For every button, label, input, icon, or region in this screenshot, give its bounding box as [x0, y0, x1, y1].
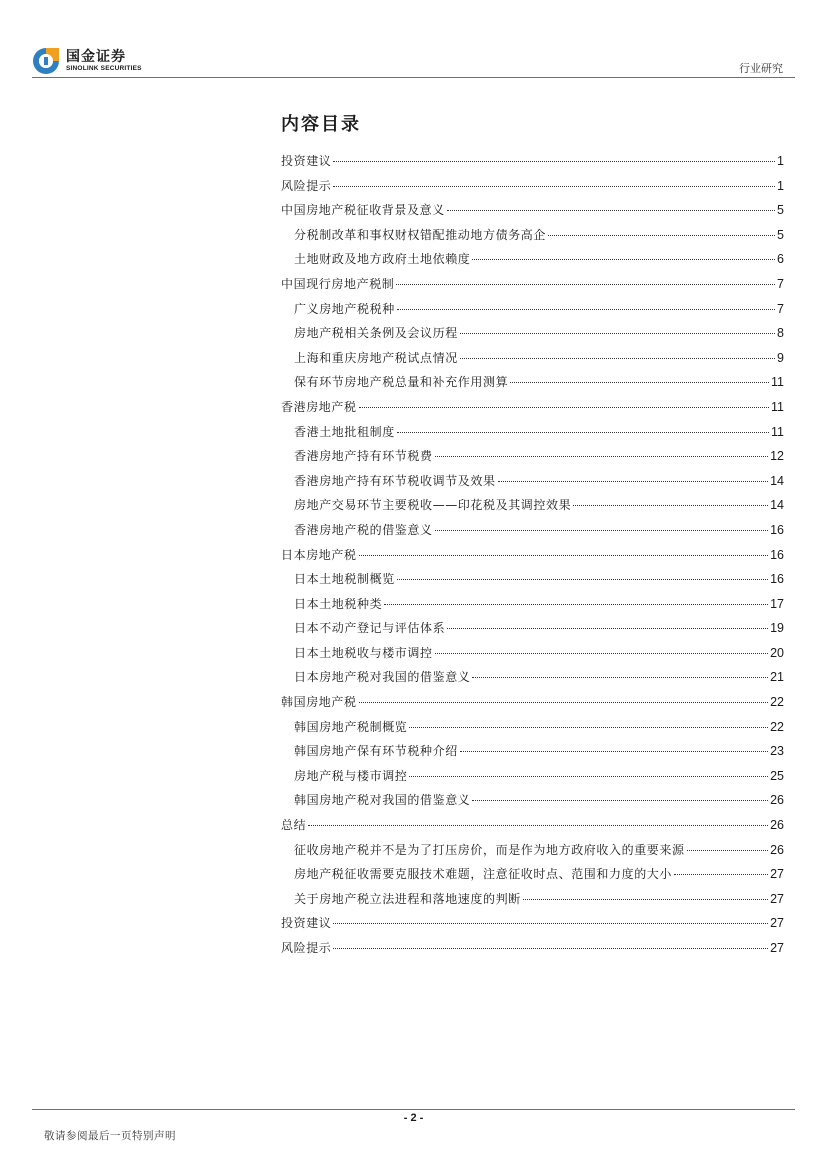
toc-entry[interactable]	[281, 177, 784, 202]
toc-dot-leader	[687, 850, 768, 851]
toc-entry[interactable]	[281, 816, 784, 841]
toc-dot-leader	[472, 677, 768, 678]
toc-dot-leader	[333, 923, 768, 924]
toc-entry[interactable]	[281, 201, 784, 226]
toc-entry-page: 21	[770, 670, 784, 685]
toc-dot-leader	[447, 628, 768, 629]
toc-entry-page: 9	[777, 350, 784, 365]
toc-entry-title: 香港房地产税	[281, 399, 357, 414]
toc-dot-leader	[359, 407, 769, 408]
toc-dot-leader	[548, 235, 775, 236]
footer-divider	[32, 1109, 795, 1110]
toc-entry-title: 上海和重庆房地产税试点情况	[294, 350, 458, 365]
toc-entry-title: 总结	[281, 818, 307, 833]
toc-title: 内容目录	[281, 114, 361, 135]
toc-entry[interactable]	[281, 398, 784, 423]
toc-entry-page: 27	[770, 891, 784, 906]
toc-entry[interactable]	[281, 742, 784, 767]
toc-entry-page: 16	[770, 572, 784, 587]
toc-entry[interactable]	[281, 841, 784, 866]
toc-entry-title: 香港房地产持有环节税收调节及效果	[294, 473, 496, 488]
toc-entry[interactable]	[281, 865, 784, 890]
toc-entry-title: 风险提示	[281, 178, 332, 193]
toc-entry-title: 投资建议	[281, 916, 332, 931]
toc-entry-title: 韩国房地产税	[281, 695, 357, 710]
toc-entry[interactable]	[281, 718, 784, 743]
toc-dot-leader	[472, 800, 768, 801]
toc-entry-title: 韩国房地产税对我国的借鉴意义	[294, 793, 471, 808]
toc-entry[interactable]	[281, 570, 784, 595]
toc-entry-page: 23	[770, 744, 784, 759]
report-category: 行业研究	[739, 62, 783, 75]
footer-disclaimer: 敬请参阅最后一页特别声明	[44, 1130, 176, 1142]
toc-entry-page: 16	[770, 547, 784, 562]
toc-entry-title: 征收房地产税并不是为了打压房价，而是作为地方政府收入的重要来源	[294, 842, 685, 857]
toc-entry[interactable]	[281, 546, 784, 571]
toc-dot-leader	[460, 333, 775, 334]
toc-entry-page: 27	[770, 916, 784, 931]
toc-entry-title: 韩国房地产税制概览	[294, 719, 408, 734]
toc-entry-page: 7	[777, 301, 784, 316]
toc-entry[interactable]	[281, 226, 784, 251]
toc-entry[interactable]	[281, 250, 784, 275]
toc-entry-page: 26	[770, 793, 784, 808]
toc-entry-title: 中国房地产税征收背景及意义	[281, 203, 445, 218]
toc-dot-leader	[447, 210, 775, 211]
toc-dot-leader	[523, 899, 768, 900]
toc-dot-leader	[396, 284, 775, 285]
toc-entry[interactable]	[281, 324, 784, 349]
toc-entry-title: 日本房地产税对我国的借鉴意义	[294, 670, 471, 685]
toc-entry[interactable]	[281, 496, 784, 521]
toc-entry[interactable]	[281, 914, 784, 939]
toc-entry-page: 6	[777, 252, 784, 267]
toc-entry-page: 17	[770, 596, 784, 611]
toc-entry-title: 广义房地产税税种	[294, 301, 395, 316]
toc-entry-page: 14	[770, 473, 784, 488]
toc-entry[interactable]	[281, 423, 784, 448]
toc-entry-page: 27	[770, 941, 784, 955]
toc-dot-leader	[573, 505, 768, 506]
toc-dot-leader	[435, 653, 768, 654]
toc-entry-page: 20	[770, 645, 784, 660]
sinolink-logo-icon	[32, 47, 60, 75]
toc-entry-page: 5	[777, 227, 784, 242]
toc-dot-leader	[397, 579, 768, 580]
toc-entry-title: 香港土地批租制度	[294, 424, 395, 439]
toc-entry-page: 16	[770, 522, 784, 537]
toc-entry[interactable]	[281, 644, 784, 669]
toc-entry-title: 香港房地产持有环节税费	[294, 449, 433, 464]
toc-entry-page: 22	[770, 695, 784, 710]
toc-entry-title: 日本土地税收与楼市调控	[294, 645, 433, 660]
toc-entry[interactable]	[281, 152, 784, 177]
toc-entry-page: 8	[777, 326, 784, 341]
page-header	[0, 0, 827, 80]
toc-entry-page: 12	[770, 449, 784, 464]
toc-entry[interactable]	[281, 349, 784, 374]
toc-entry-title: 投资建议	[281, 154, 332, 168]
toc-entry[interactable]	[281, 447, 784, 472]
toc-dot-leader	[359, 702, 768, 703]
toc-entry[interactable]	[281, 521, 784, 546]
toc-entry-title: 关于房地产税立法进程和落地速度的判断	[294, 891, 521, 906]
toc-entry-title: 房地产交易环节主要税收——印花税及其调控效果	[294, 498, 572, 513]
toc-entry-title: 日本土地税制概览	[294, 572, 395, 587]
company-logo	[32, 47, 142, 75]
toc-entry-page: 11	[771, 399, 784, 414]
toc-entry[interactable]	[281, 890, 784, 915]
toc-entry-title: 房地产税与楼市调控	[294, 768, 408, 783]
logo-chinese-name: 国金证券	[66, 48, 126, 65]
toc-entry-page: 26	[770, 818, 784, 833]
toc-entry-page: 14	[770, 498, 784, 513]
toc-dot-leader	[674, 874, 768, 875]
toc-dot-leader	[435, 456, 768, 457]
toc-dot-leader	[333, 186, 775, 187]
toc-entry-title: 房地产税相关条例及会议历程	[294, 326, 458, 341]
toc-entry-title: 日本不动产登记与评估体系	[294, 621, 446, 636]
toc-entry[interactable]	[281, 373, 784, 398]
toc-entry-page: 1	[777, 154, 784, 168]
toc-entry-page: 11	[771, 375, 784, 390]
toc-dot-leader	[460, 358, 775, 359]
page-number: - 2 -	[403, 1112, 424, 1124]
toc-entry[interactable]	[281, 275, 784, 300]
toc-entry[interactable]	[281, 300, 784, 325]
toc-entry[interactable]	[281, 693, 784, 718]
toc-entry-title: 日本土地税种类	[294, 596, 383, 611]
toc-dot-leader	[333, 161, 775, 162]
toc-entry[interactable]	[281, 939, 784, 964]
toc-entry-page: 1	[777, 178, 784, 193]
toc-dot-leader	[359, 555, 768, 556]
toc-dot-leader	[409, 727, 768, 728]
toc-entry-page: 19	[770, 621, 784, 636]
toc-dot-leader	[498, 481, 768, 482]
toc-entry[interactable]	[281, 767, 784, 792]
toc-entry-title: 土地财政及地方政府土地依赖度	[294, 252, 471, 267]
toc-entry-page: 5	[777, 203, 784, 218]
toc-dot-leader	[333, 948, 768, 949]
toc-dot-leader	[409, 776, 768, 777]
toc-entry-page: 7	[777, 276, 784, 291]
table-of-contents	[281, 110, 784, 964]
toc-entry-page: 26	[770, 842, 784, 857]
toc-dot-leader	[397, 309, 775, 310]
toc-dot-leader	[308, 825, 768, 826]
toc-dot-leader	[472, 259, 775, 260]
toc-entry-page: 22	[770, 719, 784, 734]
toc-entry-title: 分税制改革和事权财权错配推动地方债务高企	[294, 227, 547, 242]
toc-dot-leader	[435, 530, 768, 531]
toc-list	[281, 152, 784, 964]
toc-entry-title: 保有环节房地产税总量和补充作用测算	[294, 375, 509, 390]
toc-entry-title: 中国现行房地产税制	[281, 276, 395, 291]
toc-dot-leader	[384, 604, 768, 605]
toc-entry-page: 27	[770, 867, 784, 882]
toc-entry[interactable]	[281, 791, 784, 816]
toc-entry-title: 香港房地产税的借鉴意义	[294, 522, 433, 537]
toc-entry[interactable]	[281, 595, 784, 620]
logo-english-name: SINOLINK SECURITIES	[66, 64, 142, 72]
toc-entry-title: 房地产税征收需要克服技术难题，注意征收时点、范围和力度的大小	[294, 867, 673, 882]
header-divider	[32, 77, 795, 78]
toc-entry-title: 风险提示	[281, 941, 332, 955]
toc-entry-title: 日本房地产税	[281, 547, 357, 562]
toc-entry[interactable]	[281, 472, 784, 497]
toc-entry-title: 韩国房地产保有环节税种介绍	[294, 744, 458, 759]
toc-entry[interactable]	[281, 668, 784, 693]
toc-dot-leader	[460, 751, 768, 752]
toc-entry[interactable]	[281, 619, 784, 644]
toc-entry-page: 11	[771, 424, 784, 439]
toc-entry-page: 25	[770, 768, 784, 783]
toc-dot-leader	[397, 432, 769, 433]
toc-dot-leader	[510, 382, 769, 383]
